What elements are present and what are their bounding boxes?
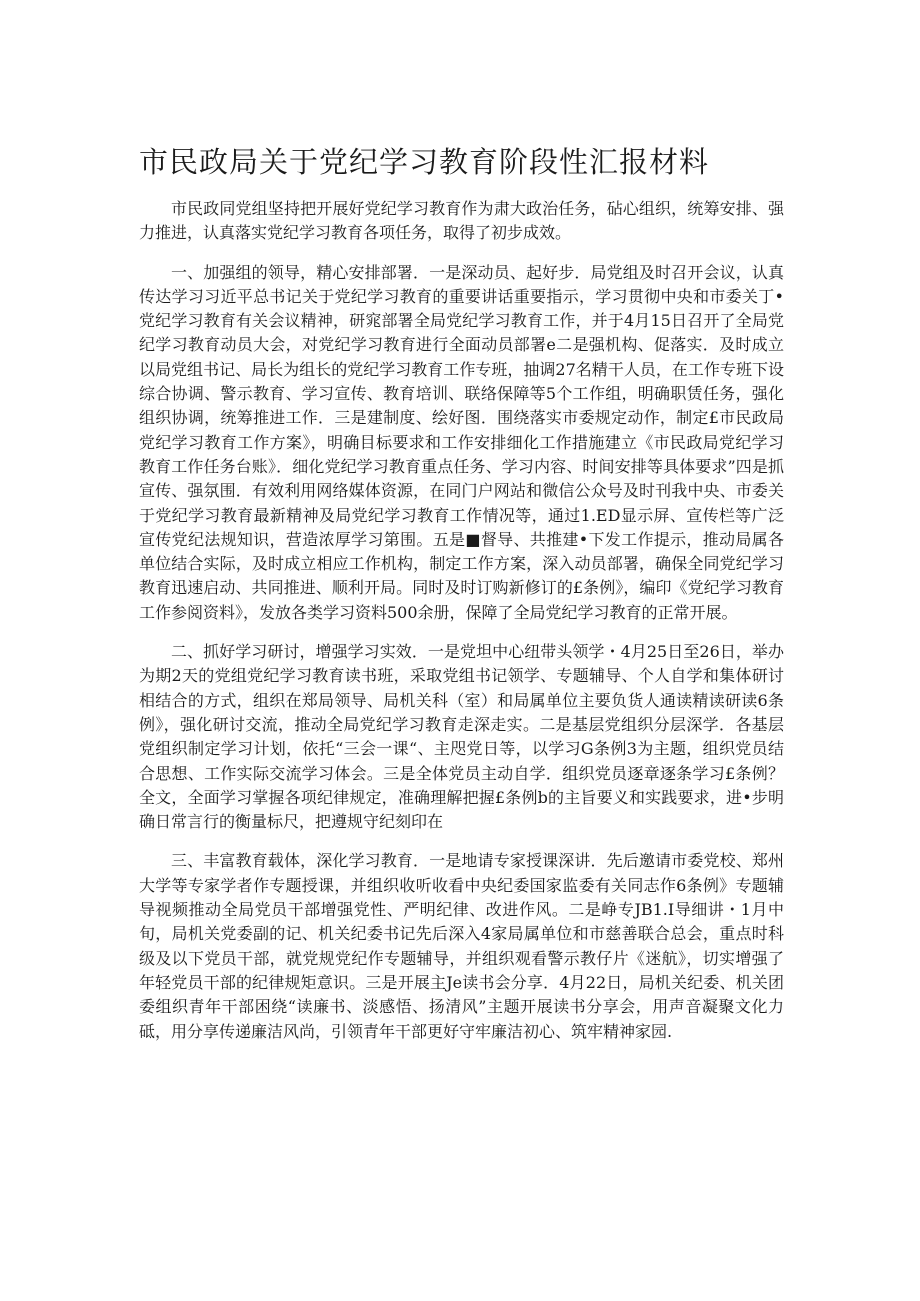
document-body [139, 197, 784, 1059]
section-three-paragraph: 三、丰富教育载体，深化学习教育．一是地请专家授课深讲．先后邀请市委党校、郑州大学等专家学者作专题授课，并组织收听收看中央纪委国家监委有关同志作6条例》专题辅导视频推动全局党员干部增强党性、严明纪律、改进作风。二是峥专JB1.I导细讲・1月中旬，局机关党委副的记、机关纪委书记先后深入4家局属单位和市慈善联合总会，重点时科级及以下党员干部，就党规党纪作专题辅导，并组织观看警示教仔片《迷航》，切实增强了年轻党员干部的纪律规矩意识。三是开展主Je读书会分享．4月22日，局机关纪委、机关团委组织青年干部困绕“读廉书、淡感悟、扬清风”主题开展读书分享会，用声音凝聚文化力砥，用分享传递廉洁风尚，引领青年干部更好守牢廉洁初心、筑牢精神家园. [139, 851, 784, 1041]
section-two-paragraph: 二、抓好学习研讨，增强学习实效．一是党坦中心纽带头领学・4月25日至26日，举办为期2天的党组党纪学习教育读书班，采取党组书记领学、专题辅导、个人自学和集体研讨相结合的方式，组织在郑局领导、局机关科（室）和局属单位主要负货人通读精读研读6条例》，强化研讨交流，推动全局党纪学习教育走深走实。二是基层党组织分层深学．各基层党组织制定学习计划，依托“三会一课“、主咫党日等，以学习G条例3为主题，组织党员结合思想、工作实际交流学习体会。三是全体党员主动自学．组织党员逐章逐条学习£条例？全文，全面学习掌握各项纪律规定，准确理解把握£条例b的主旨要义和实践要求，进•步明确日常言行的衡量标尺，把遵规守纪刻印在 [139, 642, 784, 832]
intro-paragraph: 市民政同党组坚持把开展好党纪学习教育作为肃大政治任务，砧心组织，统筹安排、强力推进，认真落实党纪学习教育各项任务，取得了初步成效。 [139, 199, 784, 243]
section-one-paragraph: 一、加强组的领导，精心安排部署．一是深动员、起好步．局党组及时召开会议，认真传达学习习近平总书记关于党纪学习教育的重要讲话重要指示，学习贯彻中央和市委关丁•党纪学习教育有关会议精神，研窕部署全局党纪学习教育工作，并于4月15日召开了全局党纪学习教育动员大会，对党纪学习教育进行全面动员部署e二是强机构、促落实．及时成立以局党组书记、局长为组长的党纪学习教育工作专班，抽调27名精干人员，在工作专班下设综合协调、警示教育、学习宣传、教育培训、联络保障等5个工作组，明确职赁任务，强化组织协调，统筹推进工作．三是建制度、绘好图．围绕落实市委规定动作，制定£市民政局党纪学习教育工作方案》，明确目标要求和工作安排细化工作措施建立《市民政局党纪学习教育工作任务台账》．细化党纪学习教育重点任务、学习内容、时间安排等具体要求”四是抓宣传、强氛围．有效利用网络媒体资源，在同门户网站和微信公众号及时刊我中央、市委关于党纪学习教育最新精神及局党纪学习教育工作情况等，通过1.ED显示屏、宣传栏等广泛宣传党纪法规知识，营造浓厚学习第围。五是■督导、共推建•下发工作提示，推动局属各单位结合实际，及时成立相应工作机构，制定工作方案，深入动员部署，确保全同党纪学习教育迅速启动、共同推进、顺利开局。同时及时订购新修订的£条例》，编印《党纪学习教育工作参阅资料》，发放各类学习资料500余册，保障了全局党纪学习教育的正常开展。 [139, 262, 784, 622]
document-title: 市民政局关于党纪学习教育阶段性汇报材料 [139, 145, 710, 179]
